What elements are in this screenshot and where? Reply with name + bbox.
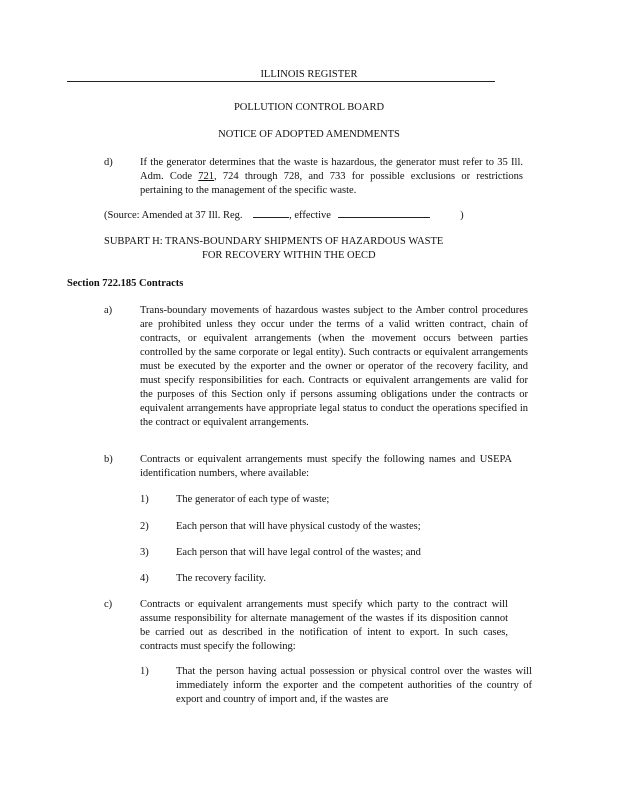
source-text: (Source: Amended at 37 Ill. Reg. (104, 210, 243, 221)
board-title: POLLUTION CONTROL BOARD (233, 102, 385, 113)
source-effective: , effective (289, 210, 331, 221)
register-title: ILLINOIS REGISTER (260, 69, 358, 80)
item-b2-text: Each person that will have physical custody of the wastes; (176, 521, 421, 532)
subpart-heading-line2: FOR RECOVERY WITHIN THE OECD (202, 250, 376, 261)
item-c-marker: c) (104, 599, 113, 610)
section-title: Section 722.185 Contracts (67, 278, 184, 289)
item-b3-marker: 3) (140, 547, 149, 558)
item-d-text-after: , 724 through 728, and 733 for possible exclusions or restrictions pertaining to the management of the specific waste. (140, 171, 523, 196)
item-b2-marker: 2) (140, 521, 149, 532)
register-volume-blank (253, 208, 289, 218)
item-b3-text: Each person that will have legal control of the wastes; and (176, 547, 421, 558)
item-d-marker: d) (104, 157, 113, 168)
source-close: ) (460, 210, 464, 221)
item-c1-text: That the person having actual possession or physical control over the wastes will immediately inform the exporter and the competent authorities of the country of export and country of import and, if the wastes are (176, 666, 532, 705)
source-note (104, 208, 464, 223)
item-b4-marker: 4) (140, 573, 149, 584)
item-b-marker: b) (104, 454, 113, 465)
notice-title: NOTICE OF ADOPTED AMENDMENTS (218, 129, 400, 140)
item-b1-marker: 1) (140, 494, 149, 505)
item-b-text: Contracts or equivalent arrangements must specify the following names and USEPA identification numbers, where available: (140, 454, 512, 479)
item-b4-text: The recovery facility. (176, 573, 266, 584)
item-d-text-before: If the generator determines that the waste is hazardous, the generator must refer to 35 Ill. Adm. Code (140, 157, 523, 182)
item-a-marker: a) (104, 305, 113, 316)
item-d-text (140, 156, 523, 198)
item-b1-text: The generator of each type of waste; (176, 494, 330, 505)
item-c1-marker: 1) (140, 666, 149, 677)
header-rule (67, 81, 495, 82)
code-reference: 721 (198, 171, 214, 182)
item-a-text: Trans-boundary movements of hazardous wastes subject to the Amber control procedures are prohibited unless they occur under the terms of a valid written contract, chain of contracts, or equivalent arrangements (when the movement occurs between parties controlled by the same corporate or legal entity). Such contracts or equivalent arrangements must be executed by the exporter and the owner or operator of the recovery facility, and must specify responsibilities for each. Contracts or equivalent arrangements are valid for the purposes of this Section only if persons assuming obligations under the contracts or equivalent arrangements have appropriate legal status to conduct the operations specified in the contract or equivalent arrangements. (140, 305, 528, 428)
subpart-heading-line1: SUBPART H: TRANS-BOUNDARY SHIPMENTS OF HAZARDOUS WASTE (104, 236, 444, 247)
effective-date-blank (338, 208, 430, 218)
item-c-text: Contracts or equivalent arrangements must specify which party to the contract will assume responsibility for alternate management of the wastes if its disposition cannot be carried out as described in the notification of intent to export. In such cases, contracts must specify the following: (140, 599, 508, 652)
